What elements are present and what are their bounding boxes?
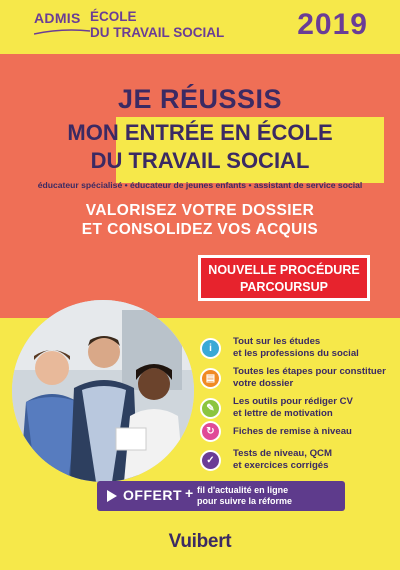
feature-line-1: Fiches de remise à niveau <box>233 425 352 437</box>
tagline-line-2: ET CONSOLIDEZ VOS ACQUIS <box>81 221 319 238</box>
edition-year: 2019 <box>297 8 368 41</box>
offer-banner <box>97 481 345 511</box>
feature-tests <box>200 448 393 472</box>
parcoursup-badge <box>198 255 370 301</box>
professions-subtitle: éducateur spécialisé • éducateur de jeunes enfants • assistant de service social <box>37 180 363 190</box>
pencil-icon: ✎ <box>200 398 221 419</box>
collection-name <box>90 9 224 41</box>
tagline <box>0 201 400 239</box>
publisher-logo: Vuibert <box>168 531 232 552</box>
brand-logo: ADMIS <box>34 10 81 26</box>
badge-line-2: PARCOURSUP <box>240 280 328 294</box>
feature-line-1: Toutes les étapes pour constituer <box>233 366 386 377</box>
feature-line-2: votre dossier <box>233 378 294 389</box>
feature-line-2: et les professions du social <box>233 348 359 359</box>
feature-line-1: Tests de niveau, QCM <box>233 448 332 459</box>
feature-text <box>233 426 393 438</box>
feature-line-1: Les outils pour rédiger CV <box>233 396 353 407</box>
title-line-1: MON ENTRÉE EN ÉCOLE <box>67 120 333 145</box>
feature-text <box>233 366 393 390</box>
students-photo <box>12 300 194 482</box>
offer-text <box>197 485 292 507</box>
tagline-line-1: VALORISEZ VOTRE DOSSIER <box>85 202 315 219</box>
play-icon <box>107 490 117 502</box>
collection-line-1: ÉCOLE <box>90 9 137 24</box>
offer-line-2: pour suivre la réforme <box>197 496 293 506</box>
title-secondary <box>0 119 400 175</box>
feature-studies <box>200 336 393 360</box>
students-illustration <box>12 300 194 482</box>
collection-line-2: DU TRAVAIL SOCIAL <box>90 25 225 40</box>
badge-line-1: NOUVELLE PROCÉDURE <box>208 263 360 277</box>
feature-text <box>233 448 393 472</box>
brand-swoosh-icon <box>34 28 90 36</box>
info-icon: i <box>200 338 221 359</box>
title-line-2: DU TRAVAIL SOCIAL <box>90 148 310 173</box>
feature-text <box>233 396 393 420</box>
feature-line-1: Tout sur les études <box>233 336 321 347</box>
feature-text <box>233 336 393 360</box>
title-main: JE RÉUSSIS <box>117 84 283 114</box>
feature-line-2: et lettre de motivation <box>233 408 333 419</box>
offer-plus: + <box>185 485 194 501</box>
document-icon: ▤ <box>200 368 221 389</box>
offer-word: OFFERT <box>123 487 182 503</box>
feature-line-2: et exercices corrigés <box>233 460 329 471</box>
feature-refresher <box>200 421 393 442</box>
check-icon: ✓ <box>200 450 221 471</box>
top-band <box>0 0 400 54</box>
feature-steps <box>200 366 393 390</box>
feature-cv-tools <box>200 396 393 420</box>
refresh-icon: ↻ <box>200 421 221 442</box>
offer-line-1: fil d'actualité en ligne <box>197 485 289 495</box>
